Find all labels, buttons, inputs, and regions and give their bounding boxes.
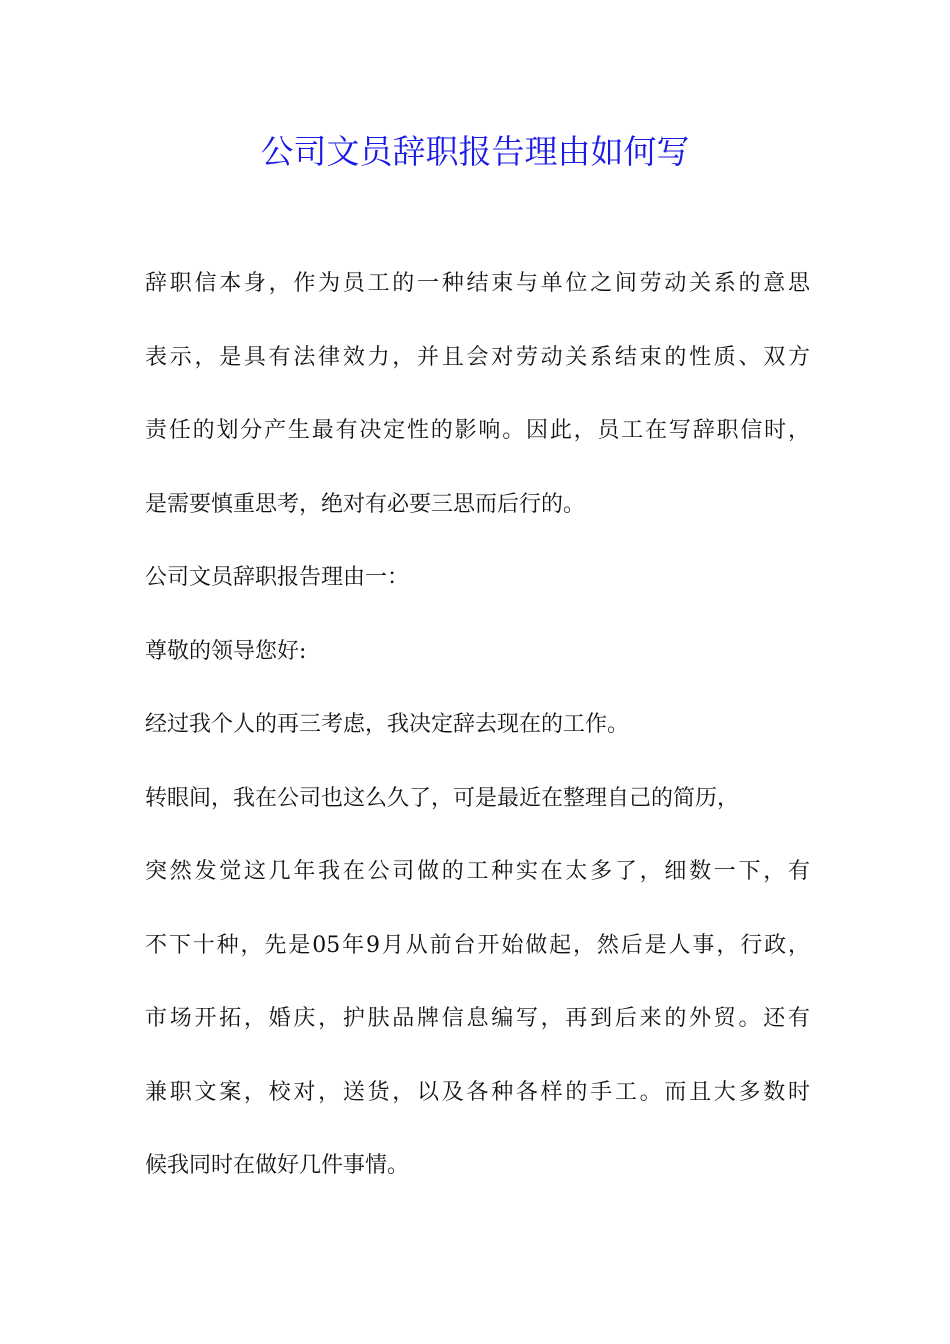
paragraph-line: 表示，是具有法律效力，并且会对劳动关系结束的性质、双方 [145, 344, 810, 370]
paragraph-line: 转眼间，我在公司也这么久了，可是最近在整理自己的简历， [145, 785, 740, 811]
paragraph-line: 责任的划分产生最有决定性的影响。因此，员工在写辞职信时， [145, 418, 810, 443]
paragraph-line: 突然发觉这几年我在公司做的工种实在太多了，细数一下，有 [145, 859, 810, 884]
paragraph-line: 公司文员辞职报告理由一： [145, 565, 410, 590]
paragraph-line: 经过我个人的再三考虑，我决定辞去现在的工作。 [145, 712, 630, 737]
paragraph-line: 市场开拓，婚庆，护肤品牌信息编写，再到后来的外贸。还有 [145, 1006, 810, 1031]
paragraph-line: 不下十种，先是05年9月从前台开始做起，然后是人事，行政， [145, 932, 810, 958]
paragraph-line: 尊敬的领导您好: [145, 638, 307, 664]
document-title: 公司文员辞职报告理由如何写 [260, 132, 690, 171]
paragraph-line: 是需要慎重思考，绝对有必要三思而后行的。 [145, 491, 586, 517]
paragraph-line: 候我同时在做好几件事情。 [145, 1153, 410, 1178]
paragraph-line: 辞职信本身，作为员工的一种结束与单位之间劳动关系的意思 [145, 271, 810, 296]
paragraph-line: 兼职文案，校对，送货，以及各种各样的手工。而且大多数时 [145, 1079, 810, 1105]
document-body [145, 262, 810, 1218]
